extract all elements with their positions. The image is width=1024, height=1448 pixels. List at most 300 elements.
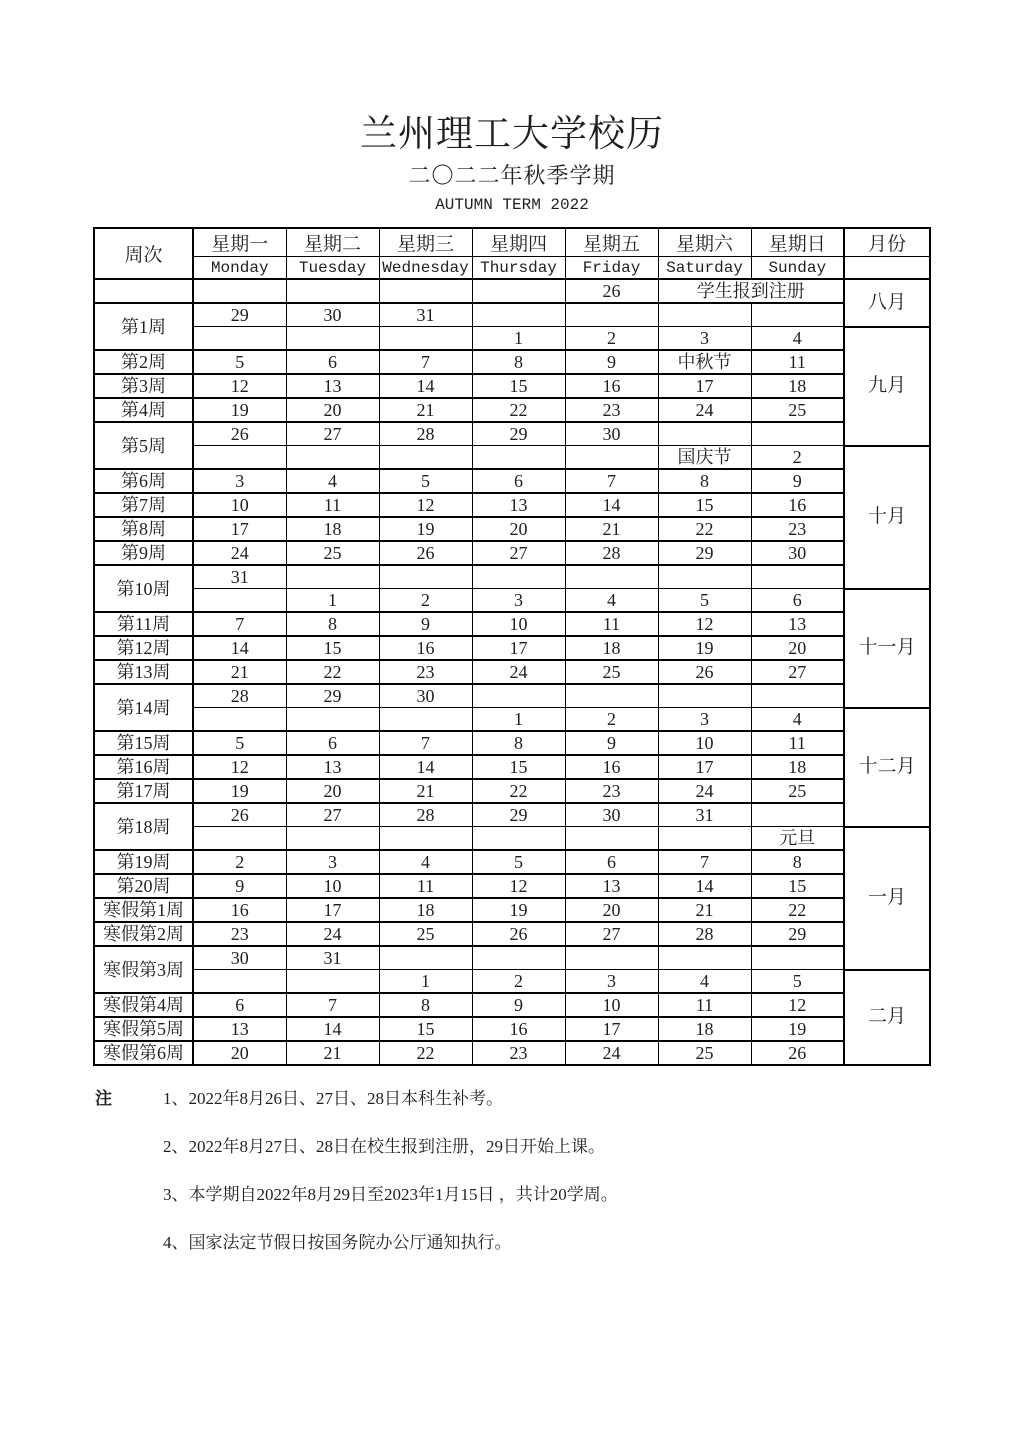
day-cell [193,827,286,851]
day-header-tuesday-en: Tuesday [286,257,379,280]
calendar-row [94,612,930,636]
day-cell: 15 [286,636,379,660]
week-label-cell: 第13周 [94,660,193,684]
day-cell: 3 [658,708,751,732]
day-cell: 5 [193,731,286,755]
page-title: 兰州理工大学校历 [360,114,664,155]
day-cell [379,946,472,970]
day-cell [193,446,286,470]
day-cell: 12 [751,993,844,1017]
week-label-cell: 第20周 [94,874,193,898]
notes-list [163,1088,618,1254]
day-cell: 27 [472,541,565,565]
day-cell: 24 [286,922,379,946]
day-cell: 23 [565,398,658,422]
week-label-cell: 寒假第3周 [94,946,193,993]
day-cell: 6 [565,850,658,874]
day-cell: 10 [658,731,751,755]
day-cell [472,827,565,851]
month-label-cell: 十二月 [844,708,930,827]
day-cell: 10 [193,493,286,517]
day-cell: 2 [565,708,658,732]
day-header-saturday-en: Saturday [658,257,751,280]
day-cell: 13 [751,612,844,636]
day-cell [379,708,472,732]
day-cell [658,827,751,851]
calendar-row [94,684,930,708]
month-header-spacer [844,257,930,280]
day-cell [286,279,379,303]
day-cell: 13 [286,374,379,398]
calendar-row [94,803,930,827]
day-cell: 7 [379,350,472,374]
week-label-cell: 寒假第1周 [94,898,193,922]
calendar-row [94,469,930,493]
day-header-monday-en: Monday [193,257,286,280]
calendar-row [94,898,930,922]
day-cell [751,803,844,827]
day-cell: 22 [472,779,565,803]
week-label-cell: 第7周 [94,493,193,517]
calendar-row [94,303,930,327]
day-cell: 11 [751,731,844,755]
day-cell: 22 [658,517,751,541]
calendar-row [94,422,930,446]
day-cell: 16 [565,374,658,398]
day-cell: 25 [751,398,844,422]
day-cell: 17 [286,898,379,922]
day-cell: 25 [286,541,379,565]
day-cell: 10 [286,874,379,898]
day-cell [193,970,286,994]
calendar-row [94,731,930,755]
day-cell [472,565,565,589]
day-header-saturday-cn: 星期六 [658,228,751,257]
day-cell: 13 [565,874,658,898]
day-cell: 9 [472,993,565,1017]
day-cell: 26 [193,422,286,446]
day-cell [751,422,844,446]
week-label-cell: 第10周 [94,565,193,612]
day-cell: 7 [193,612,286,636]
day-cell [565,946,658,970]
day-cell: 23 [193,922,286,946]
calendar-row [94,874,930,898]
day-cell: 8 [472,350,565,374]
day-cell [379,446,472,470]
calendar-row [94,517,930,541]
day-cell [472,303,565,327]
day-cell: 16 [565,755,658,779]
month-label-cell: 十一月 [844,589,930,708]
day-cell: 20 [286,398,379,422]
day-cell: 5 [193,350,286,374]
day-cell: 20 [286,779,379,803]
day-header-wednesday-en: Wednesday [379,257,472,280]
day-cell: 2 [472,970,565,994]
day-cell: 8 [286,612,379,636]
day-cell [286,827,379,851]
day-cell [565,684,658,708]
calendar-row [94,350,930,374]
day-cell: 8 [751,850,844,874]
day-cell [472,279,565,303]
week-label-cell: 第14周 [94,684,193,731]
day-cell: 14 [658,874,751,898]
day-cell: 21 [286,1041,379,1065]
day-cell [379,327,472,351]
week-label-cell: 第8周 [94,517,193,541]
day-cell: 2 [565,327,658,351]
day-cell [472,946,565,970]
calendar-row [94,279,930,303]
calendar-row [94,660,930,684]
day-cell: 24 [658,398,751,422]
day-cell: 6 [751,589,844,613]
day-cell: 15 [751,874,844,898]
calendar-row [94,827,930,851]
day-cell: 21 [658,898,751,922]
day-cell: 16 [379,636,472,660]
term-subtitle-en: AUTUMN TERM 2022 [435,196,589,214]
day-cell: 26 [751,1041,844,1065]
day-cell: 29 [193,303,286,327]
week-label-cell: 第9周 [94,541,193,565]
calendar-row [94,779,930,803]
day-cell: 16 [472,1017,565,1041]
day-cell: 23 [565,779,658,803]
day-cell: 27 [565,922,658,946]
day-cell: 29 [751,922,844,946]
day-cell: 9 [193,874,286,898]
day-cell: 15 [472,374,565,398]
note-item-4: 4、国家法定节假日按国务院办公厅通知执行。 [163,1233,512,1252]
day-cell: 20 [472,517,565,541]
note-item-2: 2、2022年8月27日、28日在校生报到注册，29日开始上课。 [163,1137,605,1156]
day-header-monday-cn: 星期一 [193,228,286,257]
calendar-row [94,946,930,970]
week-label-cell: 第12周 [94,636,193,660]
day-cell: 20 [565,898,658,922]
holiday-event-cell: 国庆节 [658,446,751,470]
day-cell: 11 [286,493,379,517]
day-cell: 5 [472,850,565,874]
day-cell: 16 [751,493,844,517]
calendar-row [94,1017,930,1041]
day-cell: 4 [286,469,379,493]
day-cell: 17 [193,517,286,541]
day-cell: 19 [658,636,751,660]
day-cell: 17 [658,374,751,398]
calendar-row [94,541,930,565]
day-cell [658,684,751,708]
calendar-row [94,755,930,779]
month-label-cell: 八月 [844,279,930,327]
day-cell: 1 [472,327,565,351]
calendar-row [94,398,930,422]
day-cell: 8 [658,469,751,493]
day-cell [751,684,844,708]
day-cell: 23 [472,1041,565,1065]
calendar-row [94,970,930,994]
day-cell: 15 [658,493,751,517]
day-cell: 14 [379,374,472,398]
day-cell: 19 [379,517,472,541]
day-header-friday-en: Friday [565,257,658,280]
day-cell: 3 [658,327,751,351]
day-cell: 17 [658,755,751,779]
day-cell: 7 [658,850,751,874]
week-label-cell: 第11周 [94,612,193,636]
day-cell: 29 [286,684,379,708]
day-cell: 22 [379,1041,472,1065]
day-cell: 10 [472,612,565,636]
day-cell: 19 [751,1017,844,1041]
day-header-thursday-cn: 星期四 [472,228,565,257]
day-cell: 16 [193,898,286,922]
day-cell: 15 [379,1017,472,1041]
day-cell: 12 [472,874,565,898]
day-cell: 30 [565,803,658,827]
day-header-sunday-cn: 星期日 [751,228,844,257]
week-label-cell: 第1周 [94,303,193,350]
week-column-header: 周次 [94,228,193,279]
day-cell: 27 [751,660,844,684]
week-label-cell: 第18周 [94,803,193,850]
day-cell: 20 [751,636,844,660]
day-cell [286,708,379,732]
day-cell [751,946,844,970]
day-cell: 28 [379,422,472,446]
day-cell: 7 [379,731,472,755]
week-label-cell: 第6周 [94,469,193,493]
day-cell [472,684,565,708]
week-label-cell: 寒假第4周 [94,993,193,1017]
day-cell: 12 [658,612,751,636]
day-cell: 4 [565,589,658,613]
day-cell: 29 [472,803,565,827]
day-cell: 2 [379,589,472,613]
day-cell: 30 [565,422,658,446]
day-cell: 26 [472,922,565,946]
week-label-cell: 寒假第5周 [94,1017,193,1041]
calendar-row [94,493,930,517]
header-row-cn [94,228,930,257]
calendar-row [94,1041,930,1065]
day-cell: 13 [193,1017,286,1041]
day-cell: 5 [658,589,751,613]
day-cell: 10 [565,993,658,1017]
calendar-row [94,993,930,1017]
week-label-cell: 寒假第2周 [94,922,193,946]
day-cell: 29 [658,541,751,565]
day-cell [565,827,658,851]
week-label-cell: 第3周 [94,374,193,398]
day-cell: 18 [751,374,844,398]
day-cell: 19 [472,898,565,922]
day-cell: 24 [193,541,286,565]
day-cell: 9 [751,469,844,493]
day-cell: 28 [193,684,286,708]
day-header-tuesday-cn: 星期二 [286,228,379,257]
notes-section [95,1088,1024,1254]
day-cell: 9 [565,350,658,374]
day-cell: 11 [658,993,751,1017]
day-cell: 13 [286,755,379,779]
day-cell: 18 [751,755,844,779]
day-cell: 27 [286,803,379,827]
day-cell: 30 [193,946,286,970]
calendar-row [94,708,930,732]
day-cell: 11 [379,874,472,898]
day-cell: 4 [379,850,472,874]
day-cell [286,327,379,351]
day-cell [658,565,751,589]
week-label-cell: 第17周 [94,779,193,803]
calendar-row [94,636,930,660]
day-cell: 24 [658,779,751,803]
day-header-thursday-en: Thursday [472,257,565,280]
month-label-cell: 二月 [844,970,930,1066]
day-cell: 9 [379,612,472,636]
day-cell: 1 [379,970,472,994]
day-cell: 18 [286,517,379,541]
day-cell: 12 [379,493,472,517]
day-cell: 1 [286,589,379,613]
day-cell: 6 [472,469,565,493]
page-header [0,0,1024,214]
day-cell: 18 [379,898,472,922]
day-cell: 21 [379,779,472,803]
notes-label: 注 [95,1089,112,1108]
day-cell: 12 [193,374,286,398]
calendar-row [94,922,930,946]
calendar-body [94,279,930,1065]
day-cell: 28 [565,541,658,565]
day-cell: 30 [286,303,379,327]
day-cell [565,565,658,589]
day-cell [379,279,472,303]
day-cell: 15 [472,755,565,779]
calendar-row [94,589,930,613]
day-cell: 20 [193,1041,286,1065]
week-label-cell [94,279,193,303]
day-cell [751,303,844,327]
day-cell: 19 [193,779,286,803]
day-cell [193,708,286,732]
day-cell: 30 [751,541,844,565]
day-cell: 25 [565,660,658,684]
day-cell: 24 [472,660,565,684]
day-cell: 11 [751,350,844,374]
day-cell: 21 [565,517,658,541]
day-cell: 24 [565,1041,658,1065]
week-label-cell: 第19周 [94,850,193,874]
day-cell: 17 [472,636,565,660]
day-cell: 26 [379,541,472,565]
day-cell: 8 [472,731,565,755]
header-row-en [94,257,930,280]
day-cell: 25 [379,922,472,946]
day-cell: 6 [286,350,379,374]
day-cell: 9 [565,731,658,755]
term-subtitle-cn: 二〇二二年秋季学期 [408,163,616,188]
day-header-friday-cn: 星期五 [565,228,658,257]
day-cell: 14 [286,1017,379,1041]
day-cell: 25 [751,779,844,803]
day-cell [193,589,286,613]
day-cell [379,565,472,589]
day-cell: 31 [286,946,379,970]
week-label-cell: 第15周 [94,731,193,755]
day-cell: 22 [286,660,379,684]
day-cell: 2 [751,446,844,470]
day-cell [379,827,472,851]
day-cell: 3 [193,469,286,493]
day-cell: 28 [379,803,472,827]
day-cell [286,970,379,994]
calendar-row [94,565,930,589]
day-cell: 26 [193,803,286,827]
calendar-row [94,446,930,470]
day-cell: 2 [193,850,286,874]
calendar-table [93,227,931,1066]
day-cell: 5 [751,970,844,994]
day-cell [286,446,379,470]
calendar-row [94,327,930,351]
day-cell [658,946,751,970]
day-cell: 6 [286,731,379,755]
week-label-cell: 第16周 [94,755,193,779]
day-cell: 22 [751,898,844,922]
day-header-sunday-en: Sunday [751,257,844,280]
day-cell [193,327,286,351]
day-cell: 4 [751,708,844,732]
week-label-cell: 第2周 [94,350,193,374]
note-item-3: 3、本学期自2022年8月29日至2023年1月15日 ，共计20学周。 [163,1185,618,1204]
day-cell: 26 [565,279,658,303]
day-cell: 18 [565,636,658,660]
holiday-event-cell: 元旦 [751,827,844,851]
day-cell: 14 [379,755,472,779]
calendar-row [94,374,930,398]
day-cell: 14 [565,493,658,517]
day-cell: 31 [379,303,472,327]
day-cell: 31 [193,565,286,589]
day-cell: 1 [472,708,565,732]
day-cell [193,279,286,303]
day-cell: 17 [565,1017,658,1041]
day-cell: 7 [565,469,658,493]
calendar-header [94,228,930,279]
day-cell [565,303,658,327]
day-cell: 28 [658,922,751,946]
note-item-1: 1、2022年8月26日、27日、28日本科生补考。 [163,1089,503,1108]
day-cell [565,446,658,470]
day-cell [472,446,565,470]
day-cell: 18 [658,1017,751,1041]
week-label-cell: 寒假第6周 [94,1041,193,1065]
day-cell: 26 [658,660,751,684]
holiday-event-cell: 学生报到注册 [658,279,844,303]
week-label-cell: 第5周 [94,422,193,469]
day-cell: 27 [286,422,379,446]
day-cell: 23 [379,660,472,684]
day-cell [658,422,751,446]
day-cell: 7 [286,993,379,1017]
day-cell: 4 [658,970,751,994]
day-cell: 21 [379,398,472,422]
